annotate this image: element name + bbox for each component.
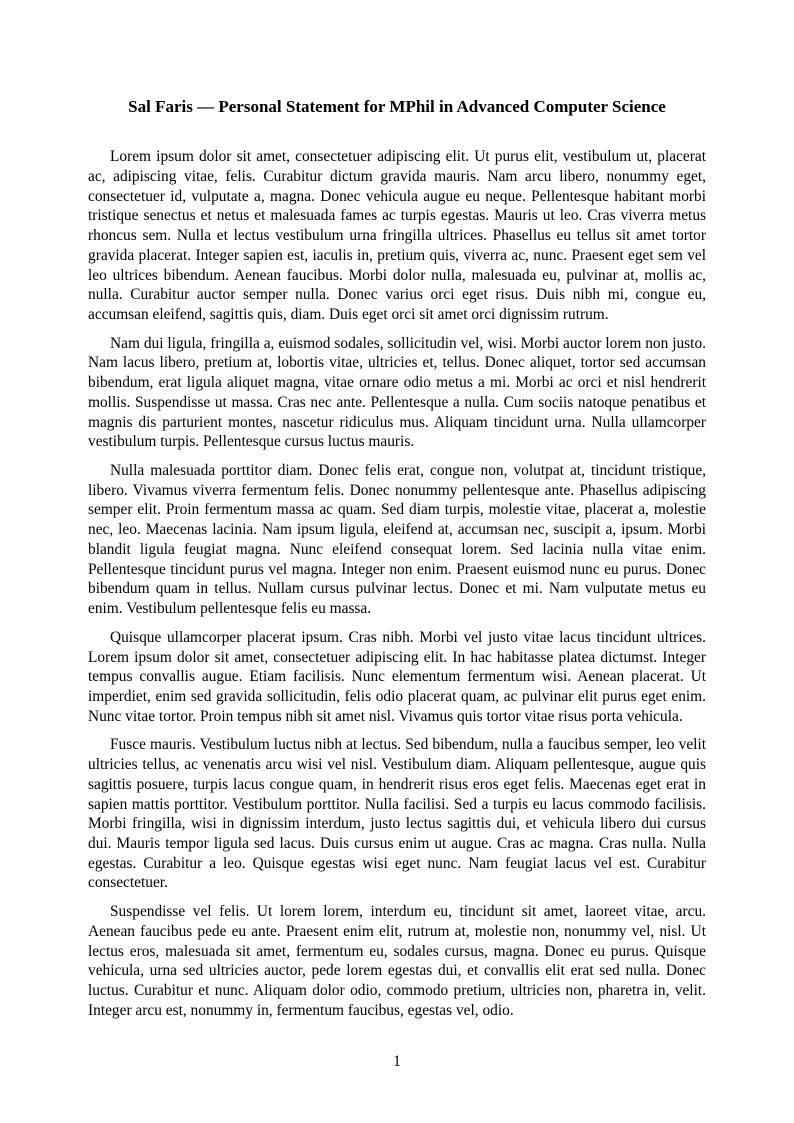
paragraph: Fusce mauris. Vestibulum luctus nibh at lectus. Sed bibendum, nulla a faucibus semper, leo velit ultricies tellus, ac venenatis arcu wisi vel nisl. Vestibulum diam. Aliquam pellentesque, augue quis sagittis posuere, turpis lacus congue quam, in hendrerit risus eros eget felis. Maecenas eget erat in sapien mattis porttitor. Vestibulum porttitor. Nulla facilisi. Sed a turpis eu lacus commodo facilisis. Morbi fringilla, wisi in dignissim interdum, justo lectus sagittis dui, et vehicula libero dui cursus dui. Mauris tempor ligula sed lacus. Duis cursus enim ut augue. Cras ac magna. Cras nulla. Nulla egestas. Curabitur a leo. Quisque egestas wisi eget nunc. Nam feugiat lacus vel est. Curabitur consectetuer. [88,736,706,892]
document-body [88,147,706,1020]
paragraph: Nulla malesuada porttitor diam. Donec felis erat, congue non, volutpat at, tincidunt tristique, libero. Vivamus viverra fermentum felis. Donec nonummy pellentesque ante. Phasellus adipiscing semper elit. Proin fermentum massa ac quam. Sed diam turpis, molestie vitae, placerat a, molestie nec, leo. Maecenas lacinia. Nam ipsum ligula, eleifend at, accumsan nec, suscipit a, ipsum. Morbi blandit ligula feugiat magna. Nunc eleifend consequat lorem. Sed lacinia nulla vitae enim. Pellentesque tincidunt purus vel magna. Integer non enim. Praesent euismod nunc eu purus. Donec bibendum quam in tellus. Nullam cursus pulvinar lectus. Donec et mi. Nam vulputate metus eu enim. Vestibulum pellentesque felis eu massa. [88,462,706,618]
paragraph: Suspendisse vel felis. Ut lorem lorem, interdum eu, tincidunt sit amet, laoreet vitae, arcu. Aenean faucibus pede eu ante. Praesent enim elit, rutrum at, molestie non, nonummy vel, nisl. Ut lectus eros, malesuada sit amet, fermentum eu, sodales cursus, magna. Donec eu purus. Quisque vehicula, urna sed ultricies auctor, pede lorem egestas dui, et convallis elit erat sed nulla. Donec luctus. Curabitur et nunc. Aliquam dolor odio, commodo pretium, ultricies non, pharetra in, velit. Integer arcu est, nonummy in, fermentum faucibus, egestas vel, odio. [88,903,706,1019]
paragraph: Quisque ullamcorper placerat ipsum. Cras nibh. Morbi vel justo vitae lacus tincidunt ultrices. Lorem ipsum dolor sit amet, consectetuer adipiscing elit. In hac habitasse platea dictumst. Integer tempus convallis augue. Etiam facilisis. Nunc elementum fermentum wisi. Aenean placerat. Ut imperdiet, enim sed gravida sollicitudin, felis odio placerat quam, ac pulvinar elit purus eget enim. Nunc vitae tortor. Proin tempus nibh sit amet nisl. Vivamus quis tortor vitae risus porta vehicula. [88,628,706,725]
document-title: Sal Faris — Personal Statement for MPhil in Advanced Computer Science [128,97,666,116]
paragraph: Nam dui ligula, fringilla a, euismod sodales, sollicitudin vel, wisi. Morbi auctor lorem non justo. Nam lacus libero, pretium at, lobortis vitae, ultricies et, tellus. Donec aliquet, tortor sed accumsan bibendum, erat ligula aliquet magna, vitae ornare odio metus a mi. Morbi ac orci et nisl hendrerit mollis. Suspendisse ut massa. Cras nec ante. Pellentesque a nulla. Cum sociis natoque penatibus et magnis dis parturient montes, nascetur ridiculus mus. Aliquam tincidunt urna. Nulla ullamcorper vestibulum turpis. Pellentesque cursus luctus mauris. [88,334,706,451]
page-number: 1 [393,1053,401,1070]
paragraph: Lorem ipsum dolor sit amet, consectetuer adipiscing elit. Ut purus elit, vestibulum ut, placerat ac, adipiscing vitae, felis. Curabitur dictum gravida mauris. Nam arcu libero, nonummy eget, consectetuer id, vulputate a, magna. Donec vehicula augue eu neque. Pellentesque habitant morbi tristique senectus et netus et malesuada fames ac turpis egestas. Mauris ut leo. Cras viverra metus rhoncus sem. Nulla et lectus vestibulum urna fringilla ultrices. Phasellus eu tellus sit amet tortor gravida placerat. Integer sapien est, iaculis in, pretium quis, viverra ac, nunc. Praesent eget sem vel leo ultrices bibendum. Aenean faucibus. Morbi dolor nulla, malesuada eu, pulvinar at, mollis ac, nulla. Curabitur auctor semper nulla. Donec varius orci eget risus. Duis nibh mi, congue eu, accumsan eleifend, sagittis quis, diam. Duis eget orci sit amet orci dignissim rutrum. [88,148,706,323]
